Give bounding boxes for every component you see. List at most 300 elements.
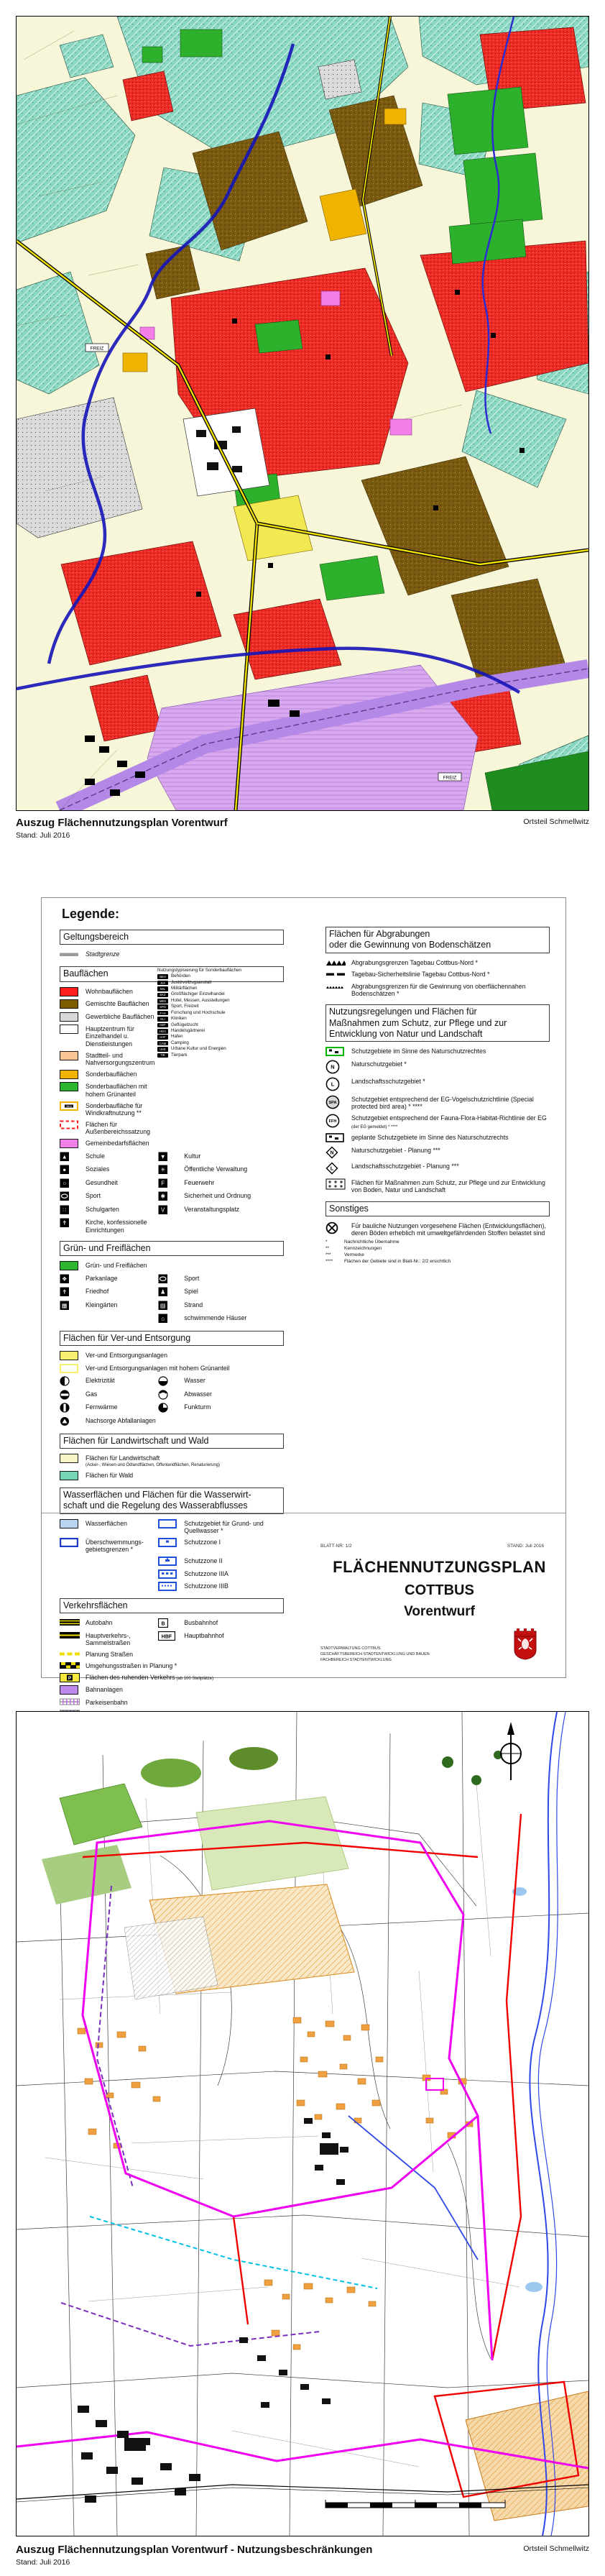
legend-cell [158, 1164, 284, 1175]
nutzungsbeschraenkungen-map [16, 1711, 589, 2536]
legend-cell [60, 1402, 158, 1413]
side-item-label: Hafen [171, 1034, 183, 1040]
legend-label: Schule [86, 1152, 105, 1160]
legend-section-heading: Wasserflächen und Flächen für die Wasserwirt- schaft und die Regelung des Wasserabflusses [60, 1488, 284, 1514]
legend-label: Parkanlage [86, 1274, 118, 1282]
map1-caption [16, 817, 589, 840]
map1-caption-title: Auszug Flächennutzungsplan Vorentwurf [16, 817, 228, 829]
legend-section [325, 1201, 550, 1265]
svg-text:▨: ▨ [160, 1302, 166, 1309]
legend-cell [158, 1178, 284, 1188]
fill-swatch [60, 1138, 86, 1148]
code-chip: HAF [157, 1035, 168, 1040]
legend-row [60, 1204, 284, 1215]
blackicon-swatch [158, 1273, 184, 1284]
svg-text:L: L [330, 1167, 334, 1173]
legend-label: Hauptverkehrs-, Sammelstraßen [86, 1631, 131, 1647]
legend-cell [325, 1161, 550, 1175]
legend-section-heading: Flächen für Abgrabungen oder die Gewinnung von Bodenschätzen [325, 927, 550, 953]
footnote-marker: * [325, 1239, 328, 1245]
legend-cell [60, 1697, 284, 1706]
cottbus-coat-of-arms-icon [512, 1627, 538, 1664]
legend-row [60, 1260, 284, 1270]
side-item-label: Hotel, Messen, Ausstellungen [171, 997, 230, 1003]
legend-label: Abgrabungsgrenzen für die Gewinnung von oberflächennahen Bodenschätzen * [351, 982, 526, 997]
legend-row [60, 1286, 284, 1297]
svg-text:○: ○ [63, 1180, 67, 1187]
legend-label: Fernwärme [86, 1403, 118, 1411]
legend-page [41, 897, 566, 1706]
fill-swatch [60, 1081, 86, 1091]
dashthick-swatch [325, 969, 351, 978]
code-chip: SPO [157, 1004, 168, 1009]
code-chip: BEH [157, 974, 168, 979]
legend-label: Sonderbaufläche für Windkraftnutzung ** [86, 1101, 143, 1117]
circle-swatch [158, 1402, 184, 1413]
fill-swatch [60, 1024, 86, 1034]
legend-row [325, 1132, 550, 1142]
legend-label: Schutzzone II [184, 1557, 223, 1565]
map1-label-freiz-1 [86, 344, 108, 352]
code-chip: UKE [157, 1047, 168, 1052]
legend-row [60, 1300, 284, 1311]
circle-swatch [60, 1402, 86, 1413]
legend-row [325, 1076, 550, 1091]
legend-label: Stadtgrenze [86, 950, 120, 958]
legend-label: Gewerbliche Bauflächen [86, 1012, 154, 1020]
fill-swatch [60, 1350, 86, 1360]
legend-label: Abgrabungsgrenzen Tagebau Cottbus-Nord * [351, 958, 478, 966]
code-chip: F+H [157, 1011, 168, 1016]
greenbox-swatch [325, 1046, 351, 1056]
legend-cell [325, 1046, 550, 1056]
legend-footnote [325, 1239, 550, 1245]
legend-cell [158, 1375, 284, 1386]
legend-label: Schutzgebiet für Grund- und Quellwasser * [184, 1519, 264, 1535]
legend-cell [325, 958, 550, 967]
legend-label: Parkeisenbahn [86, 1698, 128, 1706]
legend-label: Hauptzentrum für Einzelhandel u. Dienstleistungen [86, 1025, 134, 1048]
footnote-text: Nachrichtliche Übernahme [344, 1239, 400, 1245]
legend-row [60, 1389, 284, 1400]
legend-label: Ver-und Entsorgungsanlagen mit hohem Grünanteil [86, 1364, 230, 1372]
svg-text:P: P [68, 1675, 72, 1681]
legend-cell [325, 1132, 550, 1142]
side-list-item [157, 1053, 284, 1058]
side-item-label: Handelsgärtnerei [171, 1027, 205, 1033]
legend-label: Überschwemmungs- gebietsgrenzen * [86, 1538, 144, 1554]
legend-cell [60, 1389, 158, 1400]
legend-cell [325, 1113, 550, 1130]
svg-text:HBF: HBF [162, 1634, 172, 1640]
legend-label: Nachsorge Abfallanlagen [86, 1416, 156, 1424]
blackicon-swatch [158, 1313, 184, 1324]
side-list-item [157, 981, 284, 986]
legend-row [325, 958, 550, 967]
map1-caption-corner: Ortsteil Schmellwitz [523, 817, 589, 826]
lcircle-swatch [325, 1113, 351, 1128]
legend-label: Wohnbauflächen [86, 987, 133, 995]
legend-cell [60, 1260, 284, 1270]
fill-swatch [60, 1050, 86, 1060]
svg-text:∷: ∷ [63, 1206, 67, 1214]
side-list-item [157, 1029, 284, 1034]
blackbox-swatch [325, 1132, 351, 1142]
legend-section-heading: Flächen für Landwirtschaft und Wald [60, 1434, 284, 1449]
svg-text:✱: ✱ [160, 1193, 166, 1200]
blackicon-swatch [158, 1204, 184, 1215]
legend-row [325, 981, 550, 998]
legend-cell [325, 1094, 550, 1111]
legend-row [325, 1059, 550, 1074]
legend-label: Für bauliche Nutzungen vorgesehene Flächen (Entwicklungsflächen), deren Böden erheblich mit umweltgefährdenden Stoffen belastet sind [351, 1221, 546, 1237]
flaechennutzungsplan-map [16, 16, 589, 811]
legend-label: Gemischte Bauflächen [86, 1000, 149, 1007]
legend-label: Kultur [184, 1152, 201, 1160]
legend-cell [325, 1221, 550, 1237]
plan-title-block [42, 1513, 565, 1677]
fill-swatch [60, 1069, 86, 1079]
rail-swatch [60, 1697, 86, 1705]
legend-cell [325, 1145, 550, 1159]
legend-label: Planung Straßen [86, 1651, 134, 1659]
blackicon-swatch [158, 1178, 184, 1188]
circle-swatch [158, 1389, 184, 1400]
footnote-text: Flächen der Gebiete sind in Blatt-Nr.: 2/2 ersichtlich [344, 1259, 451, 1265]
legend-section [60, 966, 284, 1234]
side-item-label: Sport, Freizeit [171, 1004, 199, 1009]
legend-row [325, 1178, 550, 1194]
legend-cell [325, 981, 550, 998]
legend-cell [325, 1059, 550, 1074]
circle-swatch [60, 1375, 86, 1386]
fill-swatch [60, 1012, 86, 1022]
legend-cell [158, 1273, 284, 1284]
legend-footnote [325, 1246, 550, 1251]
blackicon-swatch [60, 1164, 86, 1175]
legend-row [60, 1402, 284, 1413]
legend-row [60, 1101, 284, 1117]
legend-row [60, 1151, 284, 1162]
legend-cell [60, 1191, 158, 1201]
legend-section [60, 1241, 284, 1324]
footnote-marker: *** [325, 1252, 331, 1258]
legend-cell [158, 1204, 284, 1215]
blackicon-swatch [60, 1191, 86, 1201]
svg-text:WKA: WKA [66, 1104, 72, 1108]
side-list-item [157, 1041, 284, 1046]
legend-row [60, 949, 284, 959]
code-chip: HGA [157, 1029, 168, 1034]
code-chip: GEF [157, 1023, 168, 1028]
side-item-label: Camping [171, 1040, 189, 1045]
legend-row [60, 1313, 284, 1324]
circle-swatch [60, 1416, 86, 1426]
legend-row [60, 1453, 284, 1468]
legend-cell [60, 1101, 284, 1117]
legend-label: Feuerwehr [184, 1178, 215, 1186]
legend-cell [60, 1416, 284, 1426]
legend-cell [60, 1470, 284, 1480]
legend-row [325, 1221, 550, 1237]
legend-section [60, 1434, 284, 1480]
map2-caption [16, 2544, 589, 2567]
legend-cell [60, 1178, 158, 1188]
legend-label: Flächen für Wald [86, 1472, 134, 1480]
code-chip: MIL [157, 986, 168, 991]
circle-swatch [158, 1375, 184, 1386]
legend-cell [60, 1151, 158, 1162]
legend-label: Schutzzone I [184, 1538, 221, 1546]
blackicon-swatch [158, 1300, 184, 1311]
blackicon-swatch [60, 1273, 86, 1284]
svg-text:SPA: SPA [328, 1100, 337, 1105]
legend-label: Strand [184, 1301, 203, 1308]
legend-row [60, 1191, 284, 1201]
legend-row [60, 1685, 284, 1695]
svg-text:✝: ✝ [62, 1219, 68, 1227]
map2-pond-2 [525, 2282, 542, 2292]
legend-section-heading: Verkehrsflächen [60, 1598, 284, 1613]
code-chip: MES [157, 999, 168, 1004]
svg-text:V: V [161, 1206, 165, 1214]
svg-text:❖: ❖ [62, 1275, 68, 1283]
legend-section-heading: Flächen für Ver-und Entsorgung [60, 1331, 284, 1346]
legend-label: Umgehungsstraßen in Planung * [86, 1662, 177, 1670]
svg-text:✳: ✳ [160, 1166, 166, 1173]
legend-cell [158, 1286, 284, 1297]
legend-row [60, 1178, 284, 1188]
svg-text:F: F [161, 1180, 165, 1187]
circlex-swatch [325, 1221, 351, 1234]
blackicon-swatch [60, 1300, 86, 1311]
legend-section [60, 1331, 284, 1426]
legend-section [60, 930, 284, 959]
legend-cell [325, 1076, 550, 1091]
map2-caption-stand: Stand: Juli 2016 [16, 2558, 70, 2567]
legend-cell [60, 1300, 158, 1311]
legend-label: Schutzzone IIIA [184, 1569, 228, 1577]
grayline-swatch [60, 949, 86, 959]
map1-graphic [17, 17, 588, 810]
blackicon-swatch [60, 1286, 86, 1297]
legend-cell [60, 1204, 158, 1215]
zigzag-swatch [325, 958, 351, 967]
dashed-swatch [60, 1119, 86, 1129]
fill-swatch [60, 1453, 86, 1463]
svg-text:FFH: FFH [328, 1119, 337, 1124]
legend-label: Busbahnhof [184, 1619, 218, 1627]
legend-row [60, 1164, 284, 1175]
circle-swatch [60, 1389, 86, 1400]
fill-swatch [60, 1470, 86, 1480]
legend-label: Gas [86, 1390, 98, 1398]
legend-label: Schutzgebiet entsprechend der Fauna-Flora-Habitat-Richtlinie der EG (der EG gemeldet) * **** [351, 1114, 547, 1129]
legend-label: Naturschutzgebiet * [351, 1060, 407, 1068]
legend-label: Öffentliche Verwaltung [184, 1165, 248, 1173]
legend-label: Sonderbauflächen mit hohem Grünanteil [86, 1083, 147, 1098]
legend-row [325, 1145, 550, 1159]
legend-label: Wasserflächen [86, 1519, 127, 1527]
legend-cell [158, 1300, 284, 1311]
legend-cell [325, 1178, 550, 1194]
svg-text:▦: ▦ [61, 1302, 68, 1309]
ldiamond-swatch [325, 1145, 351, 1159]
legend-label: Ver-und Entsorgungsanlagen [86, 1352, 167, 1360]
legend-label: Kleingärten [86, 1301, 118, 1308]
legend-row [60, 1363, 284, 1373]
side-item-label: Militärflächen [171, 986, 198, 991]
side-list-item [157, 1011, 284, 1016]
code-chip: TIE [157, 1053, 168, 1058]
side-item-label: Justizvollzugsanstalt [171, 979, 212, 985]
side-item-label: Urbane Kultur und Energien [171, 1046, 226, 1052]
side-list-item [157, 974, 284, 979]
side-list-title: Nutzungstypisierung für Sonderbauflächen [157, 968, 241, 973]
legend-cell [158, 1389, 284, 1400]
legend-cell [158, 1191, 284, 1201]
svg-text:⌂: ⌂ [161, 1315, 165, 1322]
legend-label: Flächen für Landwirtschaft (Acker-, Wiesen-und Ödlandflächen, Offenlandflächen, Renaturierung) [86, 1454, 220, 1467]
blackicon-swatch [60, 1178, 86, 1188]
legend-cell [158, 1313, 284, 1324]
sonderbau-typisierung-list [157, 968, 284, 1059]
legend-label: Sport [184, 1274, 200, 1282]
footnote-marker: ** [325, 1246, 330, 1252]
svg-text:L: L [331, 1081, 335, 1088]
map1-caption-stand: Stand: Juli 2016 [16, 831, 70, 840]
side-list-item [157, 1023, 284, 1028]
legend-row [60, 1069, 284, 1079]
legend-label: Schutzgebiete im Sinne des Naturschutzrechtes [351, 1048, 486, 1055]
legend-label: Sport [86, 1192, 101, 1200]
blackicon-swatch [60, 1204, 86, 1215]
sheet-stand: STAND: Juli 2016 [507, 1544, 544, 1549]
legend-row [60, 1138, 284, 1148]
side-list-item [157, 1035, 284, 1040]
legend-cell [60, 1286, 158, 1297]
legend-label: Spiel [184, 1288, 198, 1296]
legend-cell [60, 1164, 158, 1175]
legend-cell [60, 1138, 284, 1148]
legend-section [325, 1004, 550, 1193]
legend-label: Flächen für Außenbereichssatzung [86, 1120, 150, 1136]
outline-swatch [60, 1363, 86, 1373]
agency-line2: GESCHÄFTSBEREICH STADTENTWICKLUNG UND BAUEN [320, 1652, 430, 1656]
fill-swatch [60, 999, 86, 1009]
legend-label: Bahnanlagen [86, 1686, 123, 1694]
legend-cell [60, 1069, 284, 1079]
svg-text:▼: ▼ [160, 1153, 166, 1160]
legend-section-heading: Nutzungsregelungen und Flächen für Maßnahmen zum Schutz, zur Pflege und zur Entwicklung von Natur und Landschaft [325, 1004, 550, 1042]
svg-text:✝: ✝ [62, 1288, 68, 1296]
legend-label: Sonderbauflächen [86, 1070, 137, 1078]
legend-row [60, 1081, 284, 1098]
footnote-marker: **** [325, 1259, 333, 1265]
footnote-text: Kennzeichnungen [344, 1246, 382, 1252]
map2-caption-title: Auszug Flächennutzungsplan Vorentwurf - Nutzungsbeschränkungen [16, 2544, 373, 2556]
legend-label: Funkturm [184, 1403, 211, 1411]
legend-row [325, 1161, 550, 1175]
map1-label-freiz-2 [438, 773, 461, 781]
lcircle-swatch [325, 1076, 351, 1091]
lcircle-swatch [325, 1059, 351, 1074]
sheet-number: BLATT-NR: 1/2 [320, 1544, 352, 1549]
legend-cell [60, 1375, 158, 1386]
legend-row [325, 1046, 550, 1056]
blackicon-swatch [158, 1286, 184, 1297]
legend-cell [60, 1081, 284, 1098]
code-chip: EKZ [157, 993, 168, 998]
legend-cell [60, 1363, 284, 1373]
svg-text:●: ● [63, 1166, 67, 1173]
legend-row [60, 1350, 284, 1360]
legend-cell [60, 1685, 284, 1695]
plan-title-line2: COTTBUS [405, 1582, 474, 1598]
svg-text:FREIZ: FREIZ [90, 346, 104, 352]
legend-label: Schutzzone IIIB [184, 1582, 228, 1590]
side-list-item [157, 992, 284, 997]
legend-label: Landschaftsschutzgebiet - Planung *** [351, 1163, 459, 1170]
plan-title-line1: FLÄCHENNUTZUNGSPLAN [333, 1558, 546, 1576]
legend-row [60, 1416, 284, 1426]
legend-cell [60, 1273, 158, 1284]
legend-section-heading: Bauflächen [60, 966, 284, 981]
lcircle-swatch [325, 1094, 351, 1109]
legend-label: Schutzgebiet entsprechend der EG-Vogelschutzrichtlinie (Special protected bird area) * **** [351, 1095, 534, 1110]
legend-row [60, 1119, 284, 1136]
legend-label: Tagebau-Sicherheitslinie Tagebau Cottbus-Nord * [351, 971, 490, 978]
legend-right-column [325, 927, 550, 1271]
legend-label: Grün- und Freiflächen [86, 1262, 147, 1270]
legend-label: Gemeinbedarfsflächen [86, 1140, 149, 1147]
legend-footnote [325, 1252, 550, 1257]
legend-row [60, 1217, 284, 1234]
wka-swatch [60, 1101, 86, 1111]
legend-section-heading: Grün- und Freiflächen [60, 1241, 284, 1256]
legend-section-heading: Sonstiges [325, 1201, 550, 1216]
legend-label: Autobahn [86, 1619, 113, 1627]
code-chip: CAM [157, 1041, 168, 1046]
legend-label: Flächen des ruhenden Verkehrs (ab 100 Stellplätze) [86, 1673, 214, 1681]
legend-label: Schulgarten [86, 1205, 119, 1213]
legend-label: geplante Schutzgebiete im Sinne des Naturschutzrechts [351, 1134, 509, 1142]
legend-label: Naturschutzgebiet - Planung *** [351, 1146, 440, 1154]
side-list-item [157, 986, 284, 991]
legend-cell [325, 969, 550, 978]
svg-text:B: B [161, 1622, 165, 1628]
map2-caption-corner: Ortsteil Schmellwitz [523, 2544, 589, 2553]
legend-row [60, 1273, 284, 1284]
legend-section [325, 927, 550, 997]
map2-graphic [17, 1712, 588, 2536]
legend-label: Sicherheit und Ordnung [184, 1192, 251, 1200]
legend-cell [60, 1217, 284, 1234]
side-list-item [157, 1004, 284, 1009]
legend-row [325, 1113, 550, 1130]
legend-title: Legende: [62, 907, 120, 921]
side-item-label: Forschung und Hochschule [171, 1009, 226, 1015]
side-list-item [157, 1047, 284, 1052]
legend-label: Gesundheit [86, 1178, 118, 1186]
plan-title-line3: Vorentwurf [404, 1604, 475, 1619]
blackicon-swatch [158, 1164, 184, 1175]
plus-swatch [325, 1178, 351, 1190]
legend-label: Stadtteil- und Nahversorgungszentrum [86, 1051, 155, 1066]
legend-cell [60, 1350, 284, 1360]
code-chip: KLI [157, 1017, 168, 1022]
legend-cell [60, 949, 284, 959]
